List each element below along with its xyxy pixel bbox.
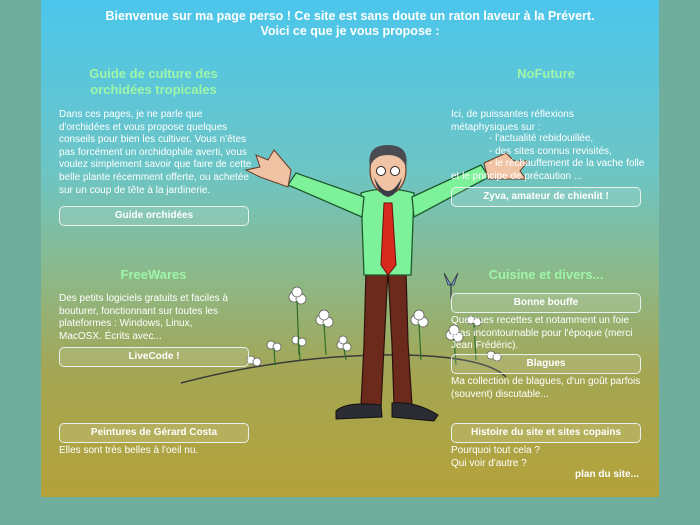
nofuture-button[interactable]: Zyva, amateur de chienlit ! [451, 187, 641, 207]
trousers [361, 270, 388, 407]
left-shoe [336, 404, 382, 419]
history-line-1: Pourquoi tout cela ? [451, 445, 540, 456]
cuisine-description: Quelques recettes et notamment un foie gras incontournable pour l'époque (merci Jean Frédéric). [451, 315, 633, 352]
freewares-title: FreeWares [120, 267, 187, 282]
bonne-bouffe-button[interactable]: Bonne bouffe [451, 293, 641, 313]
cuisine-title: Cuisine et divers... [488, 267, 604, 282]
site-history-button[interactable]: Histoire du site et sites copains [451, 423, 641, 443]
costa-description: Elles sont très belles à l'oeil nu. [59, 445, 199, 456]
blagues-button[interactable]: Blagues [451, 354, 641, 374]
nofuture-item-3: - le réchauffement de la vache folle [489, 158, 645, 169]
freewares-description: Des petits logiciels gratuits et faciles à bouturer, fonctionnant sur toutes les plateformes : Windows, Linux, MacOSX. Écrits avec... [59, 293, 228, 342]
nofuture-item-2: - des sites connus revisités, [489, 146, 612, 157]
nofuture-item-4: et le principe de précaution ... [451, 171, 583, 182]
orchids-title: Guide de culture des orchidées tropicales [89, 66, 218, 97]
right-shoe [392, 403, 438, 421]
sitemap-link[interactable]: plan du site... [575, 469, 639, 480]
nofuture-title: NoFuture [517, 66, 575, 81]
nofuture-item-1: - l'actualité rebidouillée, [489, 133, 594, 144]
content-panel [41, 0, 659, 497]
orchids-description: Dans ces pages, je ne parle que d'orchidées et vous propose quelques conseils pour bien les cultiver. Vous n'êtes pas forcément un orchidophile averti, vous voulez simplement savoir que faire de cette belle plante récemment offerte, ou achetée sur un coup de tête à la jardinerie. [59, 109, 252, 196]
history-line-2: Qui voir d'autre ? [451, 458, 527, 469]
nofuture-intro: Ici, de puissantes réflexions métaphysiques sur : [451, 109, 574, 133]
welcome-line: Bienvenue sur ma page perso ! Ce site est sans doute un raton laveur à la Prévert. [105, 9, 595, 23]
left-arm [288, 173, 364, 217]
welcome-subline: Voici ce que je vous propose : [260, 24, 440, 38]
orchid-guide-button[interactable]: Guide orchidées [59, 206, 249, 226]
blagues-description: Ma collection de blagues, d'un goût parfois (souvent) discutable... [451, 376, 641, 400]
costa-paintings-button[interactable]: Peintures de Gérard Costa [59, 423, 249, 443]
livecode-button[interactable]: LiveCode ! [59, 347, 249, 367]
